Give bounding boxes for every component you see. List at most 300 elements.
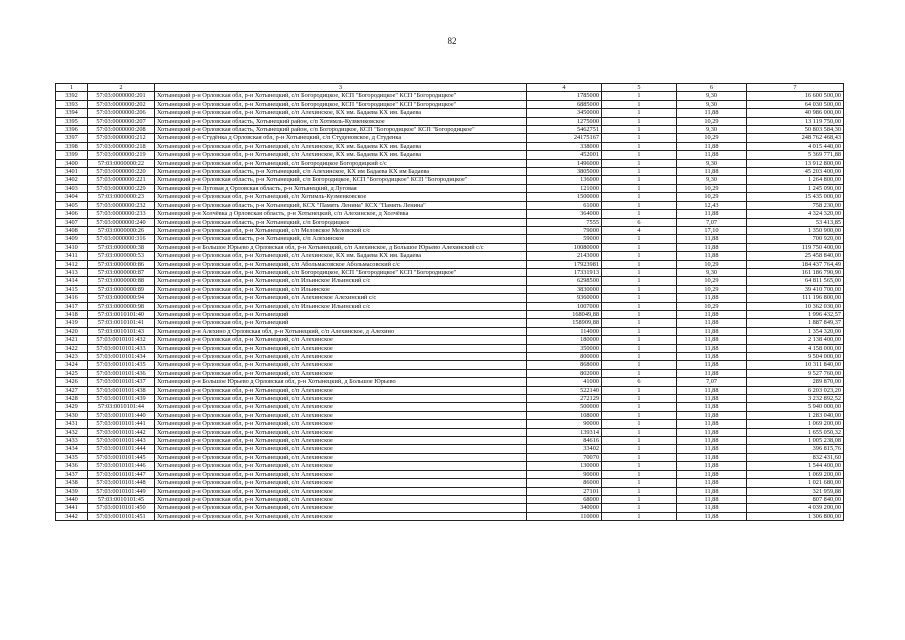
cadastral-number-cell: 57:03:0000000:207 — [88, 117, 155, 125]
group-code-cell: 1 — [602, 235, 677, 243]
location-address-cell: Хотынецкий р-н Орловская обл, р-н Хотынецкий, с/п Алехинское — [155, 386, 527, 394]
row-number-cell: 3411 — [56, 252, 88, 260]
table-row — [56, 285, 844, 293]
location-address-cell: Хотынецкий р-н Орловская обл, р-н Хотынецкий, с/п Алехинское Алехинский с/с — [155, 294, 527, 302]
group-code-cell: 1 — [602, 134, 677, 142]
row-number-cell: 3440 — [56, 495, 88, 503]
cadastral-number-cell: 57:03:0000000:88 — [88, 277, 155, 285]
row-number-cell: 3409 — [56, 235, 88, 243]
location-address-cell: Хотынецкий р-н Большое Юрьево д Орловская обл, р-н Хотынецкий, д Большое Юрьево — [155, 378, 527, 386]
table-row — [56, 100, 844, 108]
cadastral-value-cell: 3 232 892,52 — [747, 395, 844, 403]
area-value-cell: 10080000 — [527, 243, 602, 251]
group-code-cell: 1 — [602, 361, 677, 369]
location-address-cell: Хотынецкий р-н Орловская обл, р-н Хотынецкий — [155, 319, 527, 327]
specific-value-cell: 10,29 — [677, 302, 747, 310]
cadastral-number-cell: 57:03:0000000:94 — [88, 294, 155, 302]
cadastral-value-cell: 111 196 800,00 — [747, 294, 844, 302]
area-value-cell: 338000 — [527, 142, 602, 150]
area-value-cell: 86000 — [527, 479, 602, 487]
area-value-cell: 110000 — [527, 512, 602, 520]
specific-value-cell: 10,29 — [677, 193, 747, 201]
location-address-cell: Хотынецкий р-н Орловская обл, р-н Хотынецкий, с/п Алехинское — [155, 428, 527, 436]
area-value-cell: 9360000 — [527, 294, 602, 302]
group-code-cell: 1 — [602, 336, 677, 344]
table-row — [56, 151, 844, 159]
area-value-cell: 5462751 — [527, 126, 602, 134]
specific-value-cell: 11,88 — [677, 109, 747, 117]
cadastral-number-cell: 57:03:0010101:444 — [88, 445, 155, 453]
cadastral-value-cell: 10 311 840,00 — [747, 361, 844, 369]
location-address-cell: Хотынецкий р-н Орловская обл, р-н Хотынецкий, с/п Алехинское — [155, 437, 527, 445]
specific-value-cell: 11,88 — [677, 470, 747, 478]
row-number-cell: 3430 — [56, 411, 88, 419]
table-row — [56, 126, 844, 134]
area-value-cell: 802000 — [527, 369, 602, 377]
specific-value-cell: 10,29 — [677, 260, 747, 268]
cadastral-number-cell: 57:03:0010101:449 — [88, 487, 155, 495]
group-code-cell: 1 — [602, 260, 677, 268]
area-value-cell: 452001 — [527, 151, 602, 159]
group-code-cell: 1 — [602, 277, 677, 285]
cadastral-number-cell: 57:03:0010101:43 — [88, 327, 155, 335]
area-value-cell: 90000 — [527, 470, 602, 478]
specific-value-cell: 11,88 — [677, 369, 747, 377]
cadastral-number-cell: 57:03:0000000:86 — [88, 260, 155, 268]
table-row — [56, 428, 844, 436]
cadastral-value-cell: 1 655 050,32 — [747, 428, 844, 436]
group-code-cell: 1 — [602, 445, 677, 453]
area-value-cell: 136000 — [527, 176, 602, 184]
table-row — [56, 369, 844, 377]
row-number-cell: 3415 — [56, 285, 88, 293]
cadastral-value-cell: 1 264 800,00 — [747, 176, 844, 184]
group-code-cell: 1 — [602, 176, 677, 184]
group-code-cell: 1 — [602, 243, 677, 251]
cadastral-number-cell: 57:03:0000000:38 — [88, 243, 155, 251]
cadastral-number-cell: 57:03:0000000:218 — [88, 142, 155, 150]
area-value-cell: 522140 — [527, 386, 602, 394]
group-code-cell: 1 — [602, 428, 677, 436]
specific-value-cell: 11,88 — [677, 479, 747, 487]
cadastral-value-cell: 1 887 849,37 — [747, 319, 844, 327]
cadastral-value-cell: 15 435 000,00 — [747, 193, 844, 201]
table-row — [56, 420, 844, 428]
cadastral-number-cell: 57:03:0000000:98 — [88, 302, 155, 310]
location-address-cell: Хотынецкий р-н Орловская обл, р-н Хотынецкий, с/п Алехинское — [155, 403, 527, 411]
cadastral-value-cell: 1 544 400,00 — [747, 462, 844, 470]
cadastral-value-cell: 700 920,00 — [747, 235, 844, 243]
group-code-cell: 1 — [602, 411, 677, 419]
area-value-cell: 6885000 — [527, 100, 602, 108]
table-row — [56, 495, 844, 503]
row-number-cell: 3432 — [56, 428, 88, 436]
cadastral-number-cell: 57:03:0000000:221 — [88, 176, 155, 184]
column-header: 3 — [155, 84, 527, 92]
area-value-cell: 68000 — [527, 495, 602, 503]
row-number-cell: 3437 — [56, 470, 88, 478]
location-address-cell: Хотынецкий р-н Орловская обл, р-н Хотынецкий, с/п Алехинское — [155, 495, 527, 503]
specific-value-cell: 9,30 — [677, 126, 747, 134]
location-address-cell: Хотынецкий р-н Орловская обл, р-н Хотынецкий, с/п Алехинское — [155, 445, 527, 453]
cadastral-value-cell: 39 410 700,00 — [747, 285, 844, 293]
table-row — [56, 479, 844, 487]
cadastral-value-cell: 119 750 400,00 — [747, 243, 844, 251]
table-row — [56, 235, 844, 243]
table-row — [56, 243, 844, 251]
specific-value-cell: 11,88 — [677, 310, 747, 318]
group-code-cell: 1 — [602, 437, 677, 445]
cadastral-number-cell: 57:03:0000000:202 — [88, 100, 155, 108]
group-code-cell: 1 — [602, 142, 677, 150]
row-number-cell: 3396 — [56, 126, 88, 134]
group-code-cell: 1 — [602, 495, 677, 503]
cadastral-number-cell: 57:03:0010101:442 — [88, 428, 155, 436]
row-number-cell: 3414 — [56, 277, 88, 285]
location-address-cell: Хотынецкий р-н Орловская область, р-н Хотынецкий, с/п Алехинское, КХ им Бадаева КХ им Бадаева — [155, 168, 527, 176]
group-code-cell: 1 — [602, 386, 677, 394]
cadastral-value-cell: 1 069 200,00 — [747, 420, 844, 428]
specific-value-cell: 9,30 — [677, 268, 747, 276]
cadastral-value-cell: 16 600 500,00 — [747, 92, 844, 100]
table-row — [56, 117, 844, 125]
cadastral-value-cell: 1 354 320,00 — [747, 327, 844, 335]
cadastral-value-cell: 321 959,88 — [747, 487, 844, 495]
cadastral-value-cell: 4 324 320,00 — [747, 210, 844, 218]
specific-value-cell: 11,88 — [677, 495, 747, 503]
cadastral-value-cell: 5 940 000,00 — [747, 403, 844, 411]
specific-value-cell: 7,07 — [677, 378, 747, 386]
cadastral-number-cell: 57:03:0010101:441 — [88, 420, 155, 428]
group-code-cell: 1 — [602, 403, 677, 411]
cadastral-value-cell: 4 039 200,00 — [747, 504, 844, 512]
area-value-cell: 340000 — [527, 504, 602, 512]
group-code-cell: 1 — [602, 268, 677, 276]
row-number-cell: 3423 — [56, 353, 88, 361]
area-value-cell: 180000 — [527, 336, 602, 344]
location-address-cell: Хотынецкий р-н Орловская обл, р-н Хотынецкий, с/п Алехинское — [155, 395, 527, 403]
area-value-cell: 1785000 — [527, 92, 602, 100]
specific-value-cell: 9,30 — [677, 176, 747, 184]
specific-value-cell: 10,29 — [677, 285, 747, 293]
specific-value-cell: 11,88 — [677, 395, 747, 403]
location-address-cell: Хотынецкий р-н Орловская обл, р-н Хотынецкий, с/п Алехинское — [155, 504, 527, 512]
location-address-cell: Хотынецкий р-н Большое Юрьево д Орловская обл, р-н Хотынецкий, с/п Алехинское, д Большое Юрьево Алехинский с/с — [155, 243, 527, 251]
location-address-cell: Хотынецкий р-н Студёнка д Орловская обл, р-н Хотынецкий, с/п Студеновское, д Студенка — [155, 134, 527, 142]
area-value-cell: 3830000 — [527, 285, 602, 293]
table-row — [56, 277, 844, 285]
cadastral-number-cell: 57:03:0000000:206 — [88, 109, 155, 117]
group-code-cell: 1 — [602, 479, 677, 487]
cadastral-value-cell: 1 245 090,00 — [747, 184, 844, 192]
row-number-cell: 3425 — [56, 369, 88, 377]
location-address-cell: Хотынецкий р-н Орловская обл, р-н Хотынецкий, с/п Алехинское — [155, 353, 527, 361]
row-number-cell: 3394 — [56, 109, 88, 117]
cadastral-value-cell: 832 431,60 — [747, 453, 844, 461]
cadastral-value-cell: 9 504 000,00 — [747, 353, 844, 361]
cadastral-value-cell: 9 527 760,00 — [747, 369, 844, 377]
cadastral-value-cell: 1 283 040,00 — [747, 411, 844, 419]
area-value-cell: 350000 — [527, 344, 602, 352]
table-row — [56, 201, 844, 209]
cadastral-number-cell: 57:03:0010101:45 — [88, 495, 155, 503]
cadastral-value-cell: 161 186 790,90 — [747, 268, 844, 276]
column-header: 6 — [677, 84, 747, 92]
area-value-cell: 3805000 — [527, 168, 602, 176]
specific-value-cell: 11,88 — [677, 453, 747, 461]
table-row — [56, 453, 844, 461]
specific-value-cell: 11,88 — [677, 294, 747, 302]
cadastral-value-cell: 396 815,76 — [747, 445, 844, 453]
location-address-cell: Хотынецкий р-н Орловская обл, р-н Хотынецкий, с/п Алехинское — [155, 453, 527, 461]
location-address-cell: Хотынецкий р-н Луговая д Орловская область, р-н Хотынецкий, д Луговая — [155, 184, 527, 192]
area-value-cell: 17331913 — [527, 268, 602, 276]
cadastral-number-cell: 57:03:0000000:212 — [88, 134, 155, 142]
area-value-cell: 90000 — [527, 420, 602, 428]
row-number-cell: 3439 — [56, 487, 88, 495]
specific-value-cell: 9,30 — [677, 100, 747, 108]
area-value-cell: 800000 — [527, 353, 602, 361]
location-address-cell: Хотынецкий р-н Орловская область, Хотынецкий район, с/п Богородицкое, КСП "Богородицкое" КСП "Богородицкое" — [155, 126, 527, 134]
specific-value-cell: 11,88 — [677, 411, 747, 419]
row-number-cell: 3429 — [56, 403, 88, 411]
table-row — [56, 184, 844, 192]
specific-value-cell: 11,88 — [677, 445, 747, 453]
location-address-cell: Хотынецкий р-н Орловская область, р-н Хотынецкий, с/п Богородицкое — [155, 218, 527, 226]
cadastral-value-cell: 13 912 800,00 — [747, 159, 844, 167]
cadastral-value-cell: 1 306 800,00 — [747, 512, 844, 520]
column-header: 1 — [56, 84, 88, 92]
row-number-cell: 3436 — [56, 462, 88, 470]
area-value-cell: 1500000 — [527, 193, 602, 201]
cadastral-number-cell: 57:03:0000000:229 — [88, 184, 155, 192]
group-code-cell: 1 — [602, 100, 677, 108]
cadastral-number-cell: 57:03:0010101:445 — [88, 453, 155, 461]
location-address-cell: Хотынецкий р-н Орловская обл, р-н Хотынецкий, с/п Ильинское Ильинский с/с — [155, 277, 527, 285]
row-number-cell: 3421 — [56, 336, 88, 344]
table-row — [56, 462, 844, 470]
row-number-cell: 3441 — [56, 504, 88, 512]
group-code-cell: 1 — [602, 159, 677, 167]
specific-value-cell: 9,30 — [677, 159, 747, 167]
area-value-cell: 130000 — [527, 462, 602, 470]
table-row — [56, 344, 844, 352]
group-code-cell: 1 — [602, 252, 677, 260]
group-code-cell: 1 — [602, 470, 677, 478]
cadastral-number-cell: 57:03:0000000:220 — [88, 168, 155, 176]
row-number-cell: 3408 — [56, 226, 88, 234]
table-row — [56, 327, 844, 335]
cadastral-number-cell: 57:03:0000000:22 — [88, 159, 155, 167]
group-code-cell: 1 — [602, 310, 677, 318]
group-code-cell: 1 — [602, 117, 677, 125]
cadastral-number-cell: 57:03:0000000:233 — [88, 210, 155, 218]
row-number-cell: 3404 — [56, 193, 88, 201]
cadastral-number-cell: 57:03:0010101:44 — [88, 403, 155, 411]
location-address-cell: Хотынецкий р-н Орловская обл, р-н Хотынецкий, с/п Алехинское, КХ им. Бадаева КХ им. Бадаева — [155, 252, 527, 260]
area-value-cell: 27101 — [527, 487, 602, 495]
cadastral-number-cell: 57:03:0000000:208 — [88, 126, 155, 134]
area-value-cell: 114000 — [527, 327, 602, 335]
table-row — [56, 176, 844, 184]
table-row — [56, 159, 844, 167]
row-number-cell: 3433 — [56, 437, 88, 445]
cadastral-value-cell: 6 203 023,20 — [747, 386, 844, 394]
table-row — [56, 504, 844, 512]
location-address-cell: Хотынецкий р-н Орловская область, р-н Хотынецкий, КСХ "Память Ленина" КСХ "Память Ленина" — [155, 201, 527, 209]
row-number-cell: 3402 — [56, 176, 88, 184]
area-value-cell: 108000 — [527, 411, 602, 419]
group-code-cell: 1 — [602, 109, 677, 117]
group-code-cell: 1 — [602, 504, 677, 512]
row-number-cell: 3420 — [56, 327, 88, 335]
cadastral-number-cell: 57:03:0000000:201 — [88, 92, 155, 100]
specific-value-cell: 12,43 — [677, 201, 747, 209]
cadastral-number-cell: 57:03:0010101:446 — [88, 462, 155, 470]
group-code-cell: 1 — [602, 512, 677, 520]
location-address-cell: Хотынецкий р-н Алехино д Орловская обл, р-н Хотынецкий, с/п Алехинское, д Алехино — [155, 327, 527, 335]
cadastral-number-cell: 57:03:0010101:434 — [88, 353, 155, 361]
table-row — [56, 411, 844, 419]
table-row — [56, 395, 844, 403]
area-value-cell: 70070 — [527, 453, 602, 461]
row-number-cell: 3401 — [56, 168, 88, 176]
row-number-cell: 3431 — [56, 420, 88, 428]
group-code-cell: 1 — [602, 92, 677, 100]
cadastral-value-cell: 289 870,00 — [747, 378, 844, 386]
location-address-cell: Хотынецкий р-н Орловская обл, р-н Хотынецкий, с/п Богородицкое, КСП "Богородицкое" КСП "Богородицкое" — [155, 100, 527, 108]
cadastral-number-cell: 57:03:0000000:219 — [88, 151, 155, 159]
page-number: 82 — [447, 36, 457, 46]
specific-value-cell: 11,88 — [677, 504, 747, 512]
cadastral-value-cell: 2 138 400,00 — [747, 336, 844, 344]
location-address-cell: Хотынецкий р-н Холчёвка д Орловская область, р-н Хотынецкий, с/п Алехинское, д Холчёвка — [155, 210, 527, 218]
location-address-cell: Хотынецкий р-н Орловская область, Хотынецкий район, с/п Хотимль-Кузменковское — [155, 117, 527, 125]
cadastral-value-cell: 10 362 030,00 — [747, 302, 844, 310]
cadastral-number-cell: 57:03:0000000:23 — [88, 193, 155, 201]
cadastral-value-cell: 64 811 565,00 — [747, 277, 844, 285]
table-row — [56, 512, 844, 520]
table-row — [56, 226, 844, 234]
cadastral-number-cell: 57:03:0010101:41 — [88, 319, 155, 327]
cadastral-value-cell: 64 030 500,00 — [747, 100, 844, 108]
cadastral-number-cell: 57:03:0010101:435 — [88, 361, 155, 369]
location-address-cell: Хотынецкий р-н Орловская обл, р-н Хотынецкий, с/п Алехинское — [155, 361, 527, 369]
area-value-cell: 24175167 — [527, 134, 602, 142]
row-number-cell: 3435 — [56, 453, 88, 461]
table-row — [56, 193, 844, 201]
column-header: 7 — [747, 84, 844, 92]
cadastral-number-cell: 57:03:0010101:439 — [88, 395, 155, 403]
row-number-cell: 3403 — [56, 184, 88, 192]
specific-value-cell: 11,88 — [677, 235, 747, 243]
specific-value-cell: 9,30 — [677, 92, 747, 100]
cadastral-value-cell: 45 203 400,00 — [747, 168, 844, 176]
cadastral-number-cell: 57:03:0010101:443 — [88, 437, 155, 445]
row-number-cell: 3422 — [56, 344, 88, 352]
cadastral-value-cell: 50 803 584,30 — [747, 126, 844, 134]
group-code-cell: 1 — [602, 294, 677, 302]
specific-value-cell: 10,29 — [677, 277, 747, 285]
group-code-cell: 1 — [602, 184, 677, 192]
cadastral-value-cell: 1 350 900,00 — [747, 226, 844, 234]
cadastral-value-cell: 807 840,00 — [747, 495, 844, 503]
table-row — [56, 378, 844, 386]
location-address-cell: Хотынецкий р-н Орловская обл, р-н Хотынецкий, с/п Алехинское, КХ им. Бадаева КХ им. Бадаева — [155, 142, 527, 150]
table-row — [56, 437, 844, 445]
cadastral-number-cell: 57:03:0000000:316 — [88, 235, 155, 243]
area-value-cell: 6298500 — [527, 277, 602, 285]
cadastral-number-cell: 57:03:0000000:89 — [88, 285, 155, 293]
cadastral-number-cell: 57:03:0010101:432 — [88, 336, 155, 344]
area-value-cell: 3450000 — [527, 109, 602, 117]
group-code-cell: 6 — [602, 218, 677, 226]
table-row — [56, 210, 844, 218]
table-row — [56, 319, 844, 327]
cadastral-number-cell: 57:03:0000000:53 — [88, 252, 155, 260]
area-value-cell: 84616 — [527, 437, 602, 445]
row-number-cell: 3416 — [56, 294, 88, 302]
cadastral-number-cell: 57:03:0010101:40 — [88, 310, 155, 318]
row-number-cell: 3412 — [56, 260, 88, 268]
specific-value-cell: 11,88 — [677, 344, 747, 352]
land-register-table — [55, 83, 844, 521]
location-address-cell: Хотынецкий р-н Орловская обл, р-н Хотынецкий, с/п Алехинское, КХ им. Бадаева КХ им. Бадаева — [155, 109, 527, 117]
group-code-cell: 6 — [602, 378, 677, 386]
table-row — [56, 218, 844, 226]
area-value-cell: 272129 — [527, 395, 602, 403]
location-address-cell: Хотынецкий р-н Орловская обл, р-н Хотынецкий, с/п Богородицкое Богородицкий с/с — [155, 159, 527, 167]
table-body — [56, 92, 844, 521]
group-code-cell: 1 — [602, 151, 677, 159]
cadastral-number-cell: 57:03:0010101:438 — [88, 386, 155, 394]
row-number-cell: 3427 — [56, 386, 88, 394]
group-code-cell: 1 — [602, 126, 677, 134]
table-row — [56, 294, 844, 302]
table-row — [56, 92, 844, 100]
location-address-cell: Хотынецкий р-н Орловская обл, р-н Хотынецкий, с/п Ильинское — [155, 285, 527, 293]
row-number-cell: 3398 — [56, 142, 88, 150]
cadastral-value-cell: 758 230,00 — [747, 201, 844, 209]
location-address-cell: Хотынецкий р-н Орловская обл, р-н Хотынецкий, с/п Абольмасовское Абольмасовский с/с — [155, 260, 527, 268]
location-address-cell: Хотынецкий р-н Орловская обл, р-н Хотынецкий, с/п Алехинское — [155, 369, 527, 377]
group-code-cell: 1 — [602, 420, 677, 428]
row-number-cell: 3410 — [56, 243, 88, 251]
group-code-cell: 1 — [602, 453, 677, 461]
row-number-cell: 3395 — [56, 117, 88, 125]
area-value-cell: 868000 — [527, 361, 602, 369]
cadastral-value-cell: 248 762 468,43 — [747, 134, 844, 142]
column-header: 2 — [88, 84, 155, 92]
specific-value-cell: 11,88 — [677, 243, 747, 251]
cadastral-value-cell: 40 986 000,00 — [747, 109, 844, 117]
location-address-cell: Хотынецкий р-н Орловская обл, р-н Хотынецкий, с/п Алехинское — [155, 344, 527, 352]
group-code-cell: 4 — [602, 226, 677, 234]
table-row — [56, 403, 844, 411]
table-row — [56, 302, 844, 310]
area-value-cell: 79000 — [527, 226, 602, 234]
cadastral-value-cell: 4 158 000,00 — [747, 344, 844, 352]
specific-value-cell: 11,88 — [677, 428, 747, 436]
row-number-cell: 3426 — [56, 378, 88, 386]
area-value-cell: 1496000 — [527, 159, 602, 167]
row-number-cell: 3442 — [56, 512, 88, 520]
row-number-cell: 3428 — [56, 395, 88, 403]
column-header: 4 — [527, 84, 602, 92]
group-code-cell: 1 — [602, 302, 677, 310]
cadastral-number-cell: 57:03:0000000:26 — [88, 226, 155, 234]
location-address-cell: Хотынецкий р-н Орловская обл, р-н Хотынецкий, с/п Алехинское — [155, 336, 527, 344]
